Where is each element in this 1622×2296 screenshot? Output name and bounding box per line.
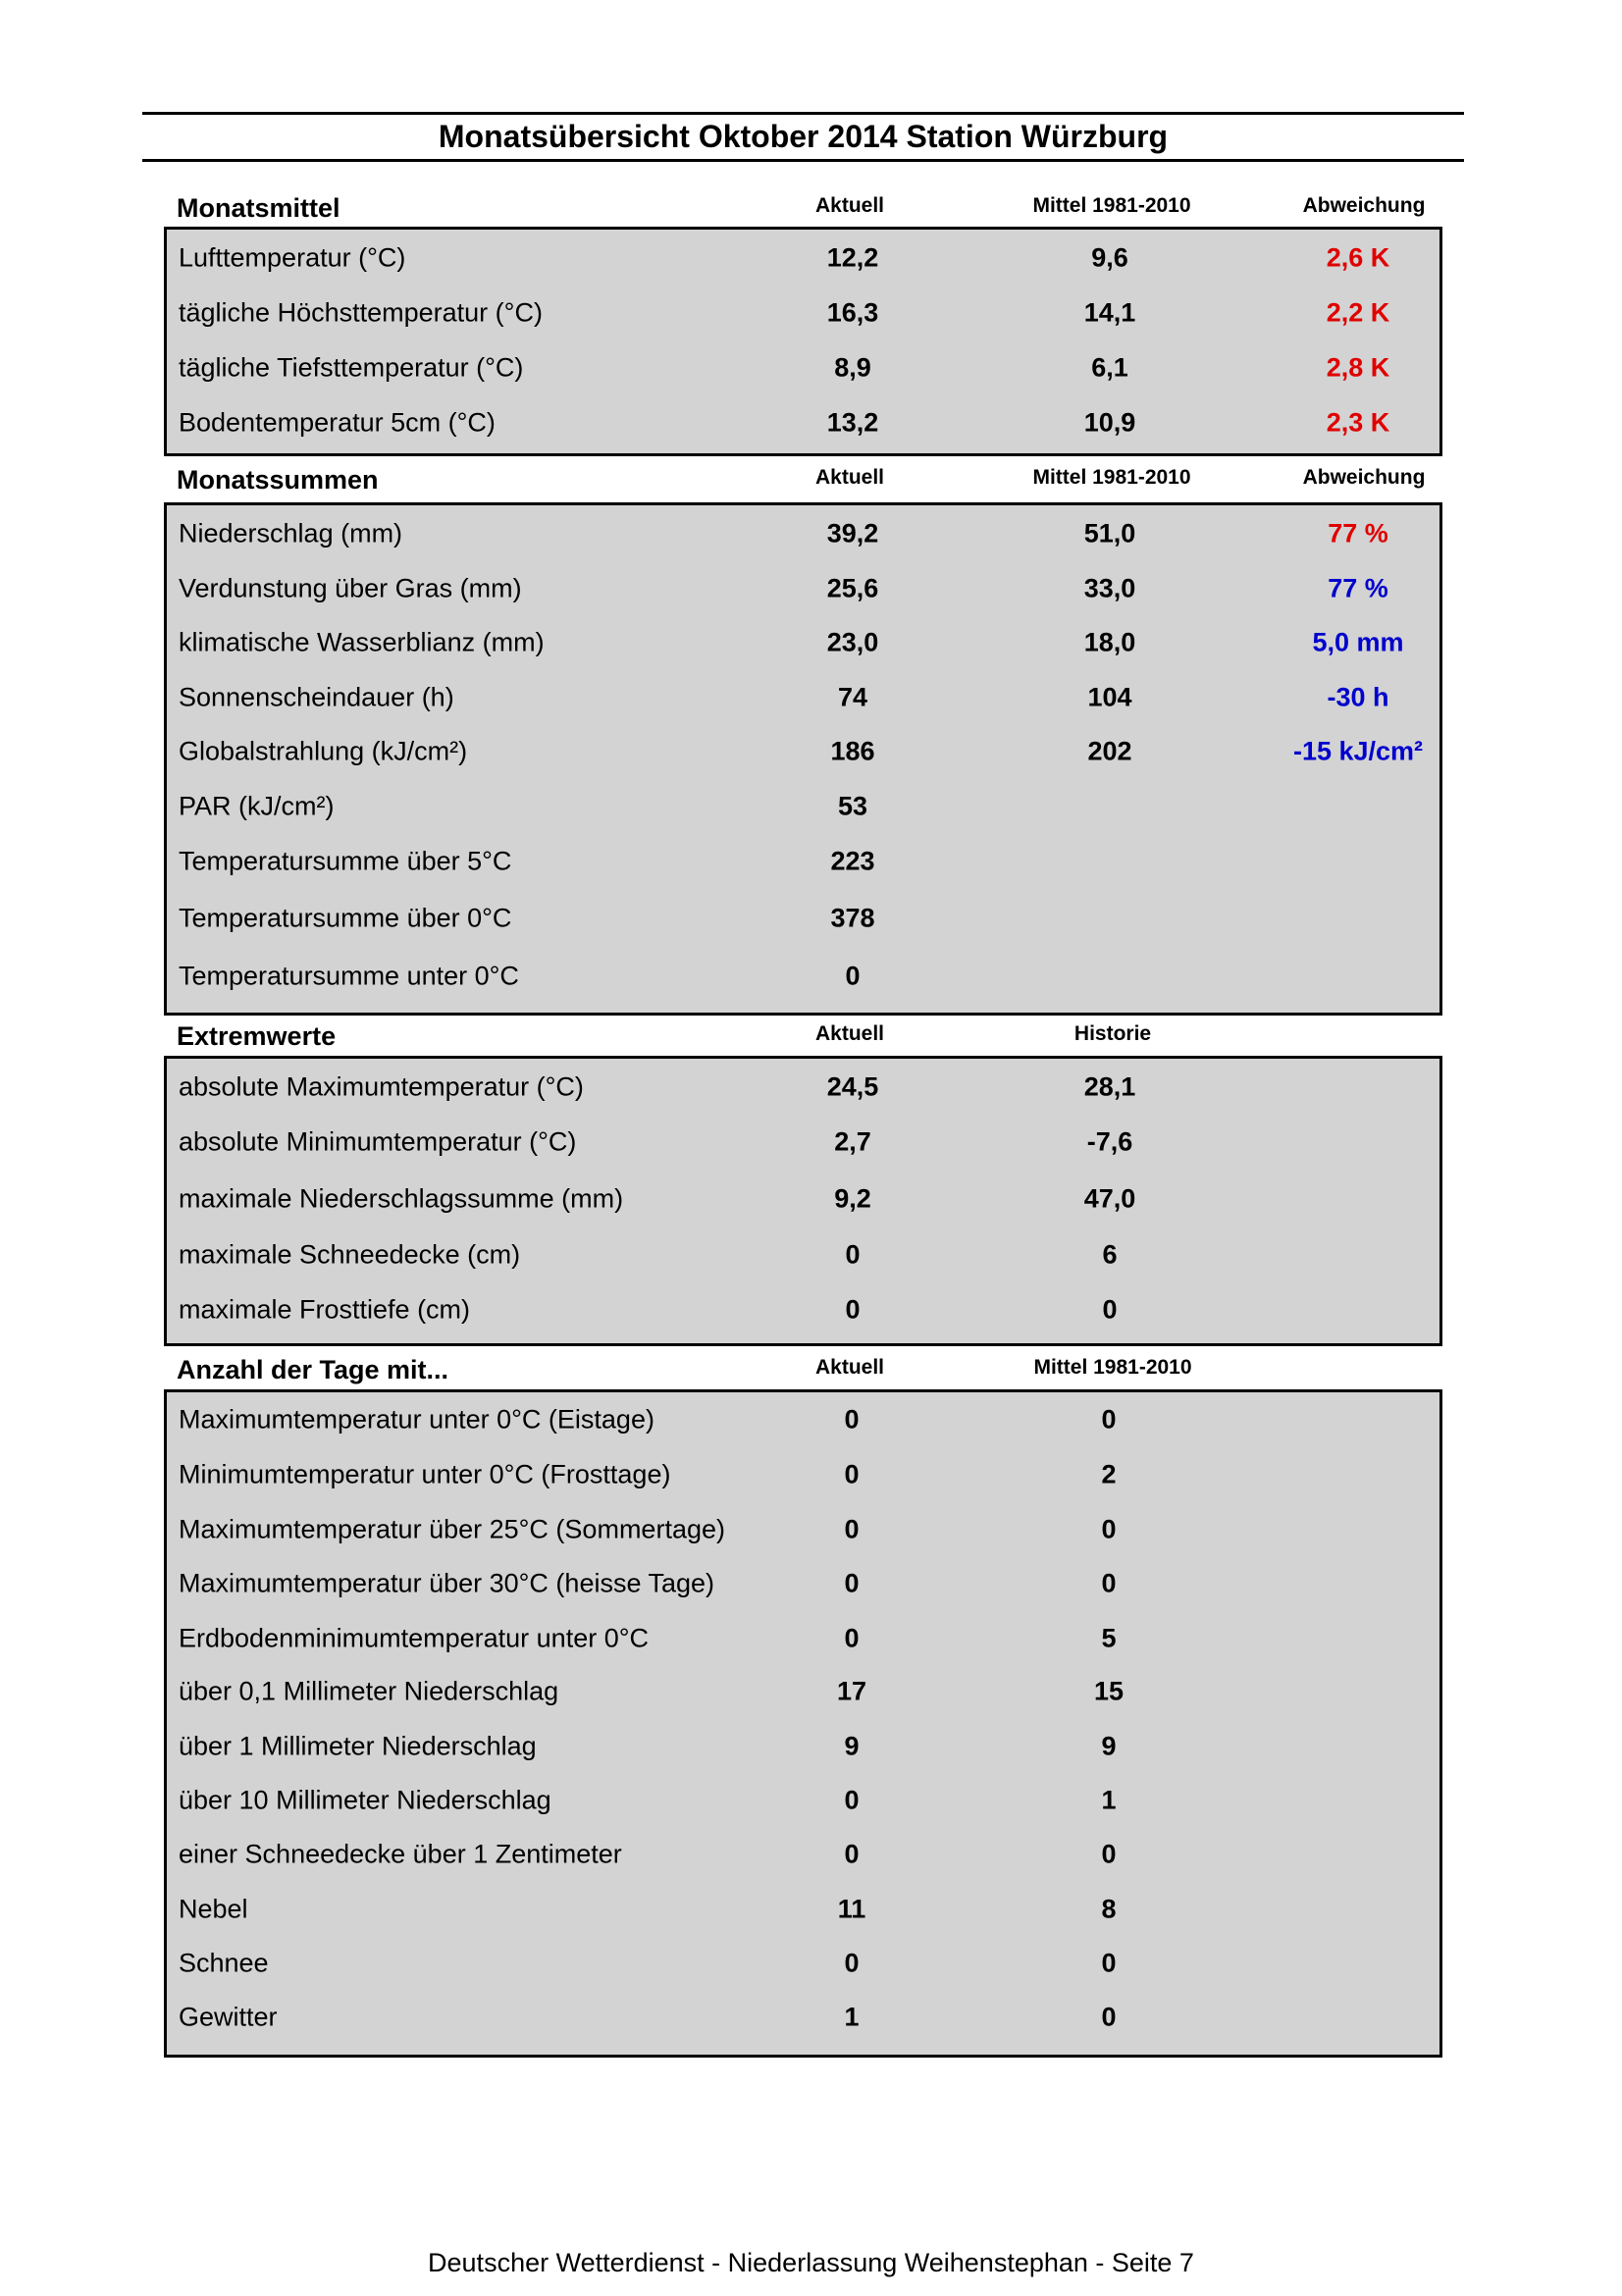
col-abweichung: Abweichung (1302, 466, 1426, 489)
table-row (167, 842, 1439, 881)
value-mittel: 9 (1101, 1731, 1117, 1761)
value-abweichung: 2,3 K (1326, 407, 1390, 438)
row-label: Gewitter (179, 2002, 278, 2032)
value-aktuell: 9 (844, 1731, 860, 1761)
row-label: absolute Minimumtemperatur (°C) (179, 1126, 577, 1157)
row-label: Niederschlag (mm) (179, 518, 403, 548)
value-aktuell: 186 (830, 736, 875, 766)
value-mittel: 0 (1101, 1404, 1117, 1435)
row-label: Erdbodenminimumtemperatur unter 0°C (179, 1623, 650, 1653)
value-aktuell: 378 (830, 903, 875, 933)
row-label: Sonnenscheindauer (h) (179, 682, 454, 712)
value-mittel: 9,6 (1091, 242, 1128, 273)
row-label: Verdunstung über Gras (mm) (179, 573, 522, 603)
row-label: Lufttemperatur (°C) (179, 242, 406, 273)
value-aktuell: 23,0 (826, 627, 879, 657)
col-mittel: Mittel 1981-2010 (1033, 1356, 1192, 1379)
value-aktuell: 9,2 (834, 1183, 871, 1214)
table-row (167, 1564, 1439, 1603)
value-aktuell: 1 (844, 2002, 860, 2032)
page-title (142, 112, 1464, 162)
value-abweichung: -30 h (1327, 682, 1389, 712)
row-label: Globalstrahlung (kJ/cm²) (179, 736, 468, 766)
row-label: maximale Frosttiefe (cm) (179, 1294, 471, 1325)
value-aktuell: 24,5 (826, 1071, 879, 1102)
row-label: über 1 Millimeter Niederschlag (179, 1731, 537, 1761)
extremwerte-heading: Extremwerte (177, 1021, 337, 1051)
table-row (167, 1672, 1439, 1711)
page-title-text: Monatsübersicht Oktober 2014 Station Würzburg (438, 119, 1169, 154)
extremwerte-header (177, 1015, 1442, 1054)
value-aktuell: 0 (845, 1239, 861, 1270)
table-row (167, 1068, 1439, 1107)
value-mittel: 10,9 (1083, 407, 1136, 438)
row-label: Schnee (179, 1948, 269, 1978)
value-mittel: 0 (1101, 1514, 1117, 1544)
row-label: über 10 Millimeter Niederschlag (179, 1785, 551, 1815)
value-aktuell: 0 (844, 1948, 860, 1978)
table-row (167, 1122, 1439, 1162)
table-row (167, 403, 1439, 443)
value-abweichung: 2,2 K (1326, 297, 1390, 328)
value-abweichung: 77 % (1328, 573, 1388, 603)
value-mittel: 33,0 (1083, 573, 1136, 603)
value-aktuell: 0 (845, 961, 861, 991)
value-aktuell: 0 (844, 1568, 860, 1598)
value-aktuell: 17 (836, 1676, 867, 1706)
table-row (167, 1400, 1439, 1439)
value-aktuell: 53 (837, 791, 868, 821)
value-aktuell: 0 (844, 1785, 860, 1815)
table-row (167, 569, 1439, 608)
value-historie: 28,1 (1083, 1071, 1136, 1102)
value-mittel: 0 (1101, 2002, 1117, 2032)
anzahl-tage-table (164, 1389, 1442, 2058)
value-aktuell: 0 (844, 1839, 860, 1869)
row-label: über 0,1 Millimeter Niederschlag (179, 1676, 559, 1706)
monatsmittel-header (177, 186, 1442, 226)
table-row (167, 348, 1439, 388)
table-row (167, 1290, 1439, 1330)
col-abweichung: Abweichung (1302, 194, 1426, 217)
col-mittel: Mittel 1981-2010 (1032, 194, 1191, 217)
col-mittel: Mittel 1981-2010 (1032, 466, 1191, 489)
row-label: einer Schneedecke über 1 Zentimeter (179, 1839, 622, 1869)
value-aktuell: 0 (844, 1514, 860, 1544)
table-row (167, 1235, 1439, 1275)
table-row (167, 1835, 1439, 1874)
value-aktuell: 25,6 (826, 573, 879, 603)
value-mittel: 8 (1101, 1894, 1117, 1924)
table-row (167, 238, 1439, 278)
value-aktuell: 0 (844, 1623, 860, 1653)
value-mittel: 2 (1101, 1459, 1117, 1489)
anzahl-tage-heading: Anzahl der Tage mit... (177, 1355, 449, 1384)
value-mittel: 0 (1101, 1948, 1117, 1978)
table-row (167, 623, 1439, 662)
table-row (167, 293, 1439, 333)
table-row (167, 957, 1439, 996)
value-abweichung: 2,6 K (1326, 242, 1390, 273)
row-label: Minimumtemperatur unter 0°C (Frosttage) (179, 1459, 671, 1489)
table-row (167, 1179, 1439, 1219)
anzahl-tage-header (177, 1348, 1442, 1387)
table-row (167, 514, 1439, 553)
value-mittel: 0 (1101, 1568, 1117, 1598)
value-aktuell: 13,2 (826, 407, 879, 438)
table-row (167, 1727, 1439, 1766)
row-label: maximale Schneedecke (cm) (179, 1239, 521, 1270)
monatsmittel-heading: Monatsmittel (177, 193, 340, 223)
value-historie: 0 (1102, 1294, 1118, 1325)
page-footer: Deutscher Wetterdienst - Niederlassung Weihenstephan - Seite 7 (428, 2248, 1194, 2277)
table-row (167, 1781, 1439, 1820)
table-row (167, 1619, 1439, 1658)
table-row (167, 787, 1439, 826)
row-label: Temperatursumme über 5°C (179, 846, 512, 876)
monatssummen-table (164, 502, 1442, 1016)
value-aktuell: 74 (837, 682, 868, 712)
value-mittel: 104 (1087, 682, 1132, 712)
row-label: Maximumtemperatur über 25°C (Sommertage) (179, 1514, 725, 1544)
row-label: absolute Maximumtemperatur (°C) (179, 1071, 584, 1102)
col-aktuell: Aktuell (814, 466, 884, 489)
value-aktuell: 2,7 (834, 1126, 871, 1157)
value-historie: -7,6 (1086, 1126, 1133, 1157)
row-label: Bodentemperatur 5cm (°C) (179, 407, 496, 438)
value-aktuell: 0 (845, 1294, 861, 1325)
value-aktuell: 223 (830, 846, 875, 876)
row-label: tägliche Tiefsttemperatur (°C) (179, 352, 524, 383)
table-row (167, 1890, 1439, 1929)
value-aktuell: 39,2 (826, 518, 879, 548)
value-aktuell: 12,2 (826, 242, 879, 273)
col-aktuell: Aktuell (814, 1356, 884, 1379)
value-mittel: 51,0 (1083, 518, 1136, 548)
table-row (167, 1510, 1439, 1549)
table-row (167, 732, 1439, 771)
value-mittel: 1 (1101, 1785, 1117, 1815)
table-row (167, 899, 1439, 938)
value-mittel: 18,0 (1083, 627, 1136, 657)
monatsmittel-table (164, 227, 1442, 456)
value-mittel: 15 (1093, 1676, 1125, 1706)
row-label: Maximumtemperatur über 30°C (heisse Tage) (179, 1568, 715, 1598)
value-aktuell: 0 (844, 1459, 860, 1489)
value-aktuell: 0 (844, 1404, 860, 1435)
value-abweichung: -15 kJ/cm² (1292, 736, 1424, 766)
row-label: tägliche Höchsttemperatur (°C) (179, 297, 543, 328)
table-row (167, 1455, 1439, 1494)
value-mittel: 202 (1087, 736, 1132, 766)
value-aktuell: 11 (837, 1894, 866, 1924)
value-aktuell: 8,9 (834, 352, 871, 383)
table-row (167, 1998, 1439, 2037)
row-label: klimatische Wasserblianz (mm) (179, 627, 545, 657)
value-mittel: 0 (1101, 1839, 1117, 1869)
col-historie: Historie (1073, 1022, 1152, 1045)
value-historie: 6 (1102, 1239, 1118, 1270)
monatssummen-header (177, 458, 1442, 497)
table-row (167, 678, 1439, 717)
row-label: Maximumtemperatur unter 0°C (Eistage) (179, 1404, 654, 1435)
value-abweichung: 77 % (1328, 518, 1388, 548)
value-mittel: 5 (1101, 1623, 1117, 1653)
row-label: Nebel (179, 1894, 248, 1924)
col-aktuell: Aktuell (814, 1022, 884, 1045)
value-aktuell: 16,3 (826, 297, 879, 328)
col-aktuell: Aktuell (814, 194, 884, 217)
value-historie: 47,0 (1083, 1183, 1136, 1214)
monatssummen-heading: Monatssummen (177, 465, 379, 495)
row-label: Temperatursumme unter 0°C (179, 961, 519, 991)
row-label: Temperatursumme über 0°C (179, 903, 512, 933)
row-label: PAR (kJ/cm²) (179, 791, 335, 821)
extremwerte-table (164, 1056, 1442, 1346)
value-mittel: 6,1 (1091, 352, 1128, 383)
row-label: maximale Niederschlagssumme (mm) (179, 1183, 624, 1214)
value-abweichung: 5,0 mm (1312, 627, 1404, 657)
table-row (167, 1944, 1439, 1983)
value-abweichung: 2,8 K (1326, 352, 1390, 383)
value-mittel: 14,1 (1083, 297, 1136, 328)
